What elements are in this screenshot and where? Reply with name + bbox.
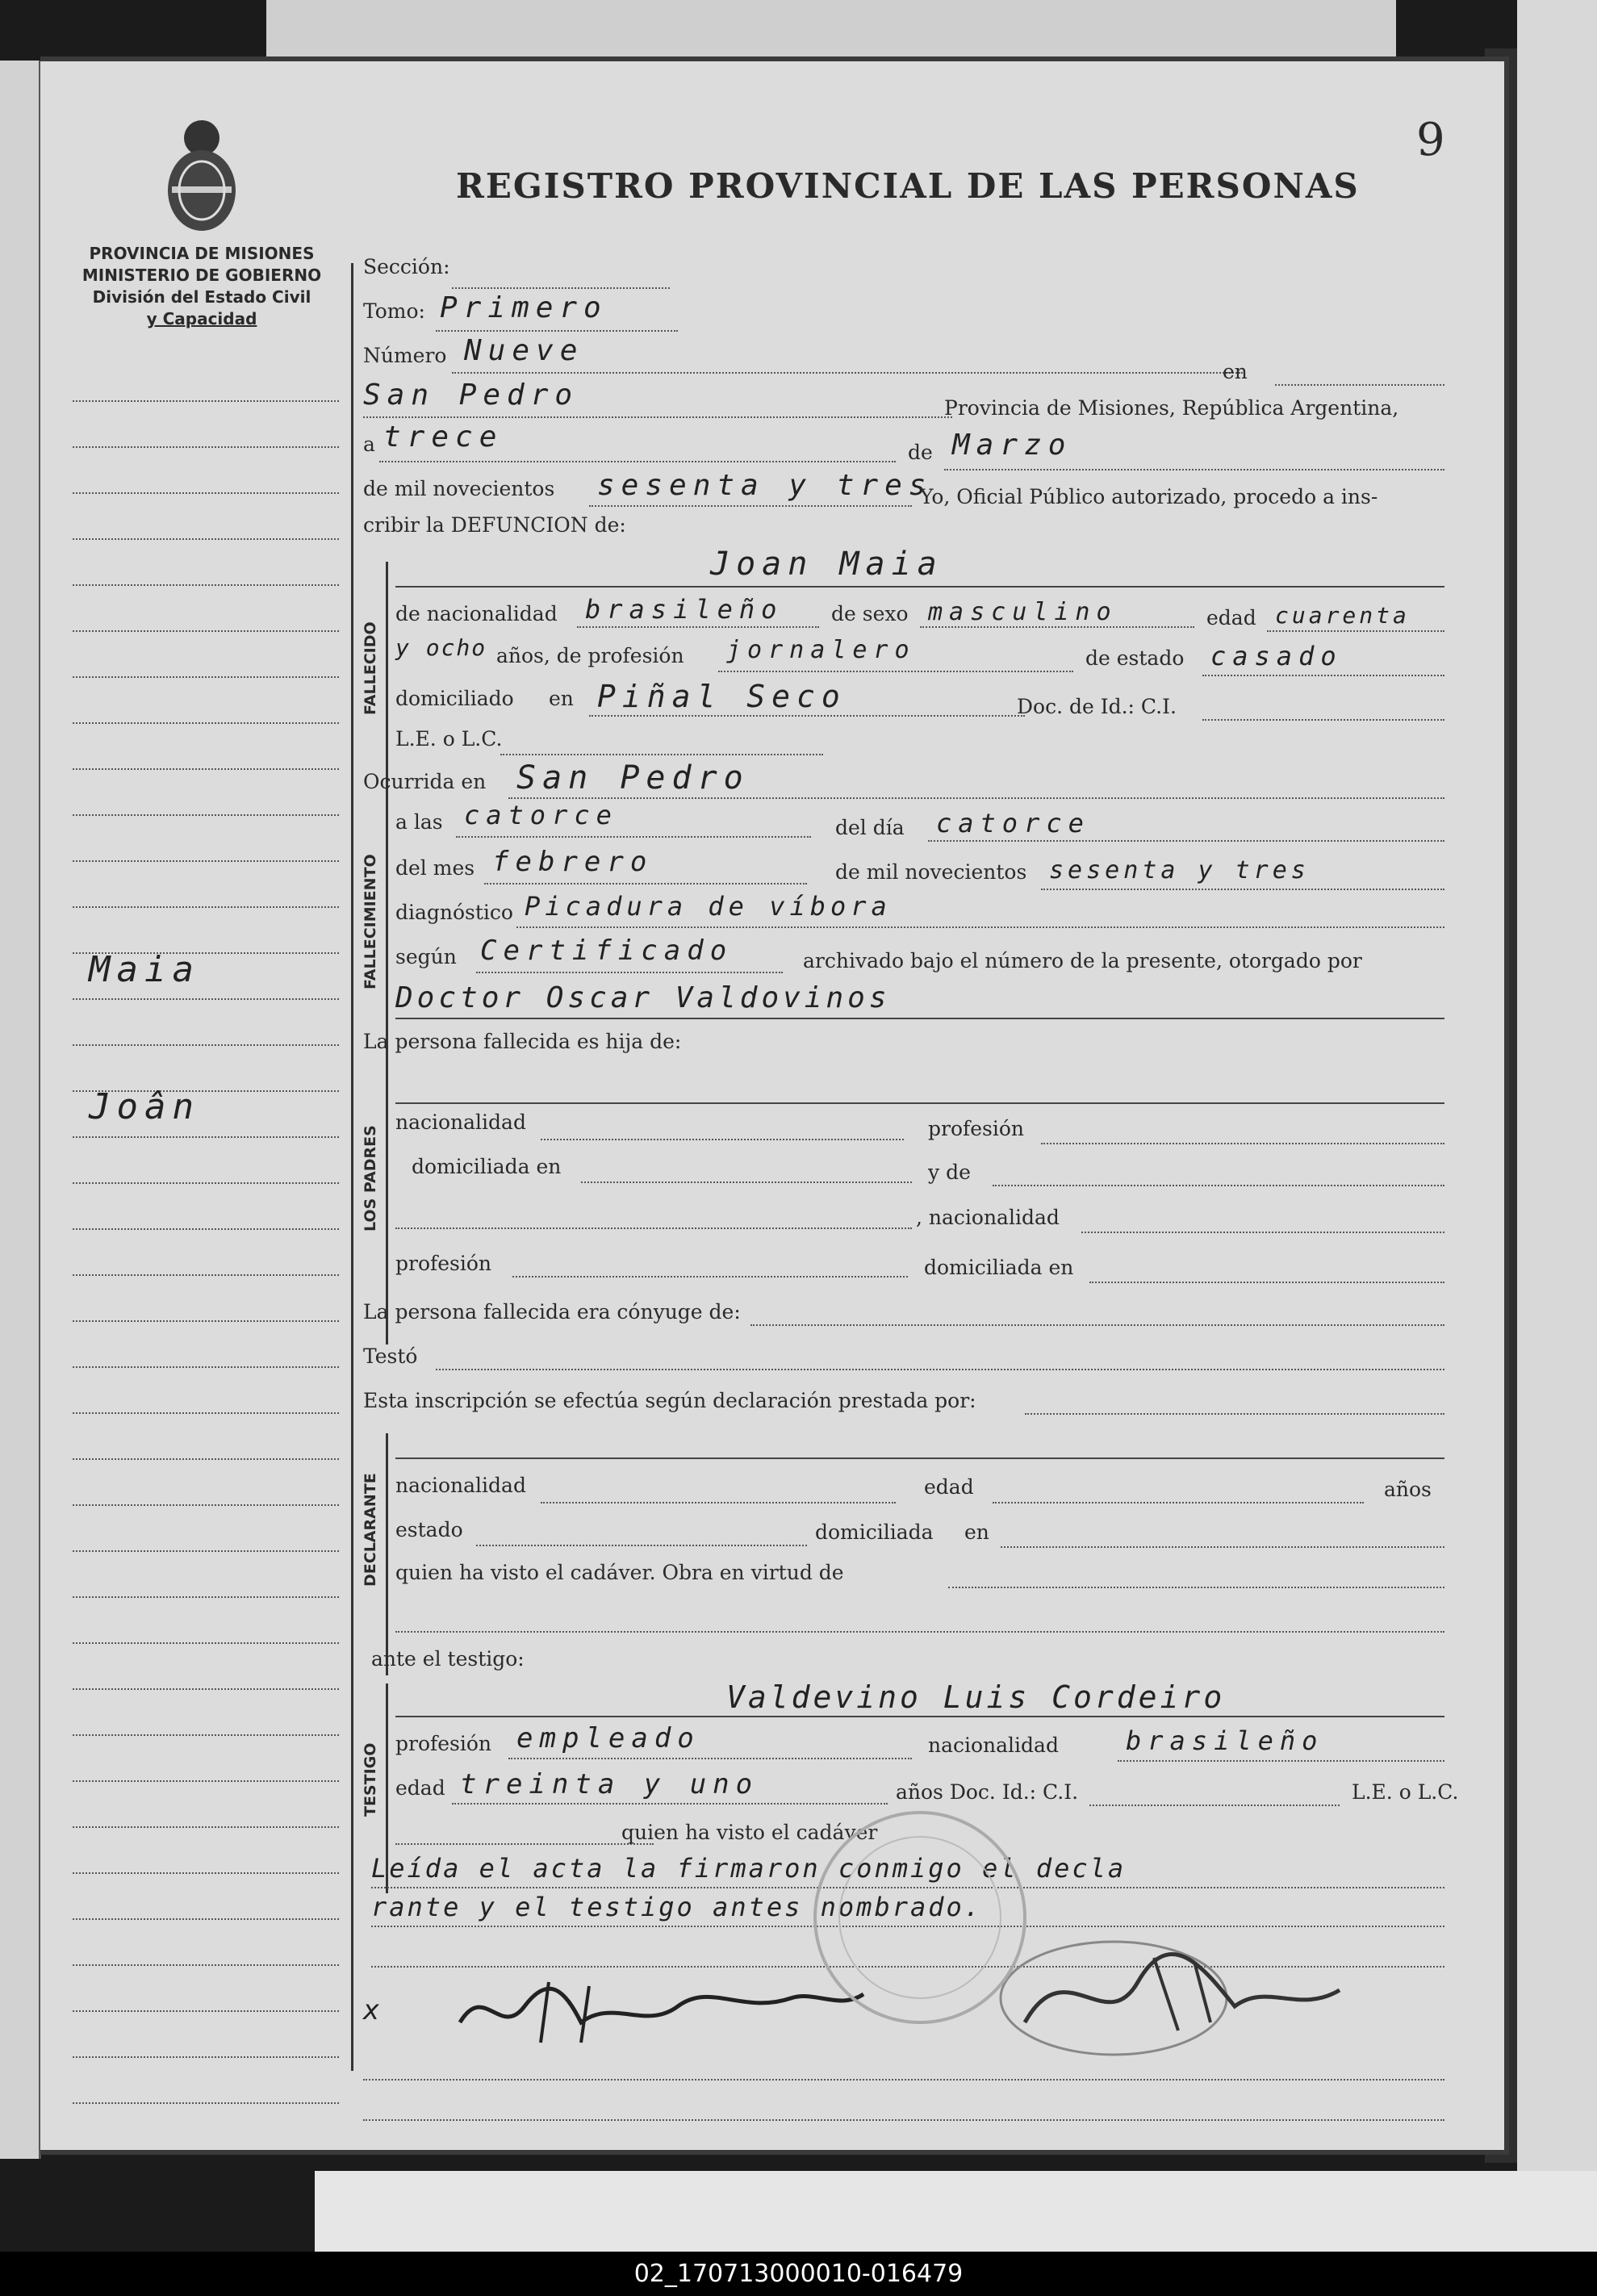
label-declaracion: Esta inscripción se efectúa según declaración prestada por: [363,1389,976,1412]
hw-segun: Certificado [480,935,734,967]
sidebar-rule [73,1780,339,1782]
label-testo: Testó [363,1345,418,1368]
label-testigo-profesion: profesión [395,1732,492,1755]
label-de: de [908,441,933,464]
sidebar-rule [73,630,339,632]
section-padres: LOS PADRES [362,1125,379,1232]
declarante-bar [386,1433,388,1675]
label-decl-en: en [964,1520,989,1544]
sidebar-rule [73,1734,339,1736]
label-decl-nacionalidad: nacionalidad [395,1474,526,1497]
hw-domicilio: Piñal Seco [597,679,847,714]
section-fallecimiento: FALLECIMIENTO [362,854,379,989]
hw-testigo-nombre: Valdevino Luis Cordeiro [726,1679,1226,1715]
sidebar-rule [73,676,339,678]
hw-edad2: y ocho [395,634,487,661]
hw-tomo: Primero [440,291,608,324]
line-mes [944,469,1444,470]
label-anos-profesion: años, de profesión [496,644,684,667]
label-numero: Número [363,344,447,367]
sidebar-rule [73,1366,339,1368]
line-decl-nacionalidad [541,1502,896,1503]
sidebar-rule [73,1504,339,1506]
line-decl-edad [993,1502,1364,1503]
label-de-estado: de estado [1085,646,1185,670]
line-numero [452,372,1243,374]
line-dia-fall [928,840,1444,842]
label-en: en [1223,360,1248,383]
label-hija-de: La persona fallecida es hija de: [363,1030,682,1053]
label-yo-oficial: Yo, Oficial Público autorizado, procedo a ins- [920,485,1378,508]
hw-sexo: masculino [928,598,1118,626]
label-a: a [363,433,375,456]
label-de-nacionalidad: de nacionalidad [395,602,558,625]
background-bottom [315,2171,1597,2252]
line-anio-fall [1041,889,1444,890]
hw-nacionalidad: brasileño [585,594,784,625]
line-en [1275,384,1444,386]
sidebar-division: División del Estado Civil [92,287,311,307]
coat-of-arms-icon [157,114,246,243]
line-decl-extra [395,1631,1444,1633]
sidebar-rule [73,1458,339,1460]
hw-leida-1: Leída el acta la firmaron conmigo el decla [371,1853,1127,1884]
line-testigo-ci [1089,1805,1340,1806]
label-ocurrida: Ocurrida en [363,770,487,793]
label-padre-domiciliada: domiciliada en [412,1155,562,1178]
hw-testigo-profesion: empleado [516,1722,700,1754]
margin-surname: Maia [89,949,200,990]
line-declaracion [1025,1413,1444,1415]
hw-estado: casado [1210,641,1343,671]
line-lugar [363,416,952,418]
registry-title: REGISTRO PROVINCIAL DE LAS PERSONAS [456,166,1360,206]
label-ante-testigo: ante el testigo: [371,1647,525,1671]
sidebar-rule [73,998,339,1000]
sidebar-rule [73,446,339,448]
label-seccion: Sección: [363,255,450,278]
previous-page-edge [0,61,41,2159]
line-testigo-nacionalidad [1118,1760,1444,1762]
sidebar-rule [73,1228,339,1230]
line-mes-fall [484,883,807,885]
hw-testigo-nacionalidad: brasileño [1126,1725,1324,1756]
label-provincia: Provincia de Misiones, República Argentina, [944,396,1399,420]
hw-lugar: San Pedro [363,378,579,412]
hw-diagnostico: Picadura de víbora [525,891,892,922]
label-decl-domiciliada: domiciliada [815,1520,934,1544]
hw-mes-fall: febrero [492,846,654,878]
label-testigo-le: L.E. o L.C. [1352,1780,1459,1804]
label-tomo: Tomo: [363,299,425,323]
page-number: 9 [1416,114,1445,166]
label-de-sexo: de sexo [831,602,909,625]
line-nacionalidad [577,626,819,628]
label-madre-profesion: profesión [395,1252,492,1275]
hw-dia-fall: catorce [936,808,1090,839]
line-padre-domiciliada [581,1181,912,1183]
line-nombre [395,586,1444,588]
sidebar-rule [73,1964,339,1966]
hw-edad1: cuarenta [1275,602,1410,629]
sidebar-header [73,243,331,330]
main-divider [351,263,353,2071]
section-testigo: TESTIGO [362,1742,379,1817]
line-dia [379,461,896,462]
fallecido-bar [386,562,388,804]
register-page [40,56,1509,2155]
label-en-domicilio: en [549,687,574,710]
label-decl-estado: estado [395,1518,463,1541]
label-conyuge: La persona fallecida era cónyuge de: [363,1300,741,1324]
label-del-mes: del mes [395,856,475,880]
label-decl-anos: años [1384,1478,1432,1501]
sidebar-rule [73,1596,339,1598]
line-profesion [718,671,1073,672]
sidebar-rule [73,2010,339,2012]
sidebar-rule [73,1872,339,1874]
line-padre-profesion [1041,1143,1444,1144]
label-le-lc: L.E. o L.C. [395,727,503,751]
hw-leida-2: rante y el testigo antes nombrado. [371,1892,983,1922]
label-edad: edad [1206,606,1256,629]
hw-otorgado: Doctor Oscar Valdovinos [395,981,891,1014]
label-padre-nacionalidad: nacionalidad [395,1110,526,1134]
label-y-de: y de [928,1161,971,1184]
sidebar-rule [73,814,339,816]
sidebar-rule [73,2056,339,2058]
sidebar-rule [73,1826,339,1828]
label-testigo-anos: años Doc. Id.: C.I. [896,1780,1079,1804]
background-right [1517,0,1597,2252]
sidebar-rule [73,1642,339,1644]
label-testigo-nacionalidad: nacionalidad [928,1734,1059,1757]
label-a-las: a las [395,810,443,834]
line-tomo [436,330,678,332]
hw-mes: Marzo [952,429,1072,462]
label-de-mil-nov: de mil novecientos [835,860,1027,884]
line-doc-id [1202,719,1444,721]
label-madre-nacionalidad: , nacionalidad [916,1206,1060,1229]
line-testigo-extra [395,1843,654,1845]
label-cribir: cribir la DEFUNCION de: [363,513,626,537]
label-quien-visto: quien ha visto el cadáver. Obra en virtud de [395,1561,844,1584]
line-madre-domiciliada [1089,1282,1444,1283]
sidebar-province: PROVINCIA DE MISIONES [89,244,315,263]
line-testo [436,1369,1444,1370]
sidebar-rule [73,1274,339,1276]
hw-ocurrida: San Pedro [516,759,750,797]
line-diagnostico [516,926,1444,928]
sidebar-rule [73,722,339,724]
hw-testigo-edad: treinta y uno [460,1768,759,1800]
line-decl-estado [476,1545,807,1546]
sidebar-rule [73,584,339,586]
official-stamp [783,1796,1057,2039]
line-padre-nacionalidad [541,1139,904,1140]
line-otorgado [395,1018,1444,1019]
line-madre-profesion [512,1276,908,1278]
line-testigo-profesion [508,1758,912,1759]
sidebar-rule [73,1320,339,1322]
sidebar-rule [73,860,339,862]
line-signature-1 [363,2079,1444,2081]
label-doc-id: Doc. de Id.: C.I. [1017,695,1177,718]
line-estado [1202,675,1444,676]
line-conyuge [750,1324,1444,1326]
line-decl-domiciliada [1001,1546,1444,1548]
line-anio [589,505,912,507]
section-fallecido: FALLECIDO [362,621,379,715]
sidebar-rule [73,768,339,770]
label-del-dia: del día [835,816,905,839]
label-madre-domiciliada: domiciliada en [924,1256,1074,1279]
line-testigo-nombre [395,1716,1444,1717]
hw-x-mark: x [363,1994,387,2026]
label-testigo-edad: edad [395,1776,445,1800]
sidebar-rule [73,1044,339,1046]
label-domiciliado: domiciliado [395,687,514,710]
section-declarante: DECLARANTE [362,1473,379,1587]
line-seccion [452,287,670,289]
line-le-lc [500,754,823,755]
sidebar-rule [73,538,339,540]
hw-nombre: Joan Maia [710,546,943,583]
sidebar-rule [73,906,339,908]
hw-profesion: jornalero [726,636,916,664]
sidebar-rule [73,1182,339,1184]
line-madre-nombre2 [395,1227,912,1229]
label-de-mil: de mil novecientos [363,477,555,500]
line-padre-nombre [395,1102,1444,1104]
sidebar-rule [73,1412,339,1414]
hw-anio-fall: sesenta y tres [1049,856,1310,885]
hw-numero: Nueve [464,334,584,367]
sidebar-rule [73,400,339,402]
image-id-footer: 02_170713000010-016479 [0,2252,1597,2296]
hw-dia: trece [383,420,504,454]
line-sexo [920,626,1194,628]
label-diagnostico: diagnóstico [395,901,513,924]
line-domicilio [589,715,1025,717]
sidebar-ministry: MINISTERIO DE GOBIERNO [82,266,322,285]
label-decl-edad: edad [924,1475,974,1499]
line-signature-2 [363,2119,1444,2121]
sidebar-capacidad: y Capacidad [146,309,257,328]
line-obra-en-virtud [948,1587,1444,1588]
line-ocurrida [508,797,1444,799]
line-declarante-nombre [395,1457,1444,1459]
sidebar-rule [73,1918,339,1920]
line-edad [1267,630,1444,632]
sidebar-rule [73,1550,339,1552]
sidebar-rule [73,1688,339,1690]
line-madre-nombre [993,1185,1444,1186]
hw-hora: catorce [464,800,618,830]
line-hora [456,836,811,838]
label-padre-profesion: profesión [928,1117,1025,1140]
background-top [266,0,1396,56]
margin-given-name: Joân [89,1086,200,1127]
line-segun [476,972,783,973]
sidebar-rule [73,492,339,494]
line-madre-nacionalidad [1081,1232,1444,1233]
hw-anio: sesenta y tres [597,469,933,502]
label-archivado: archivado bajo el número de la presente, otorgado por [803,949,1362,972]
sidebar-rule [73,1136,339,1138]
label-testigo-quien: quien ha visto el cadáver [621,1821,878,1844]
sidebar-rule [73,2102,339,2104]
label-segun: según [395,945,457,968]
